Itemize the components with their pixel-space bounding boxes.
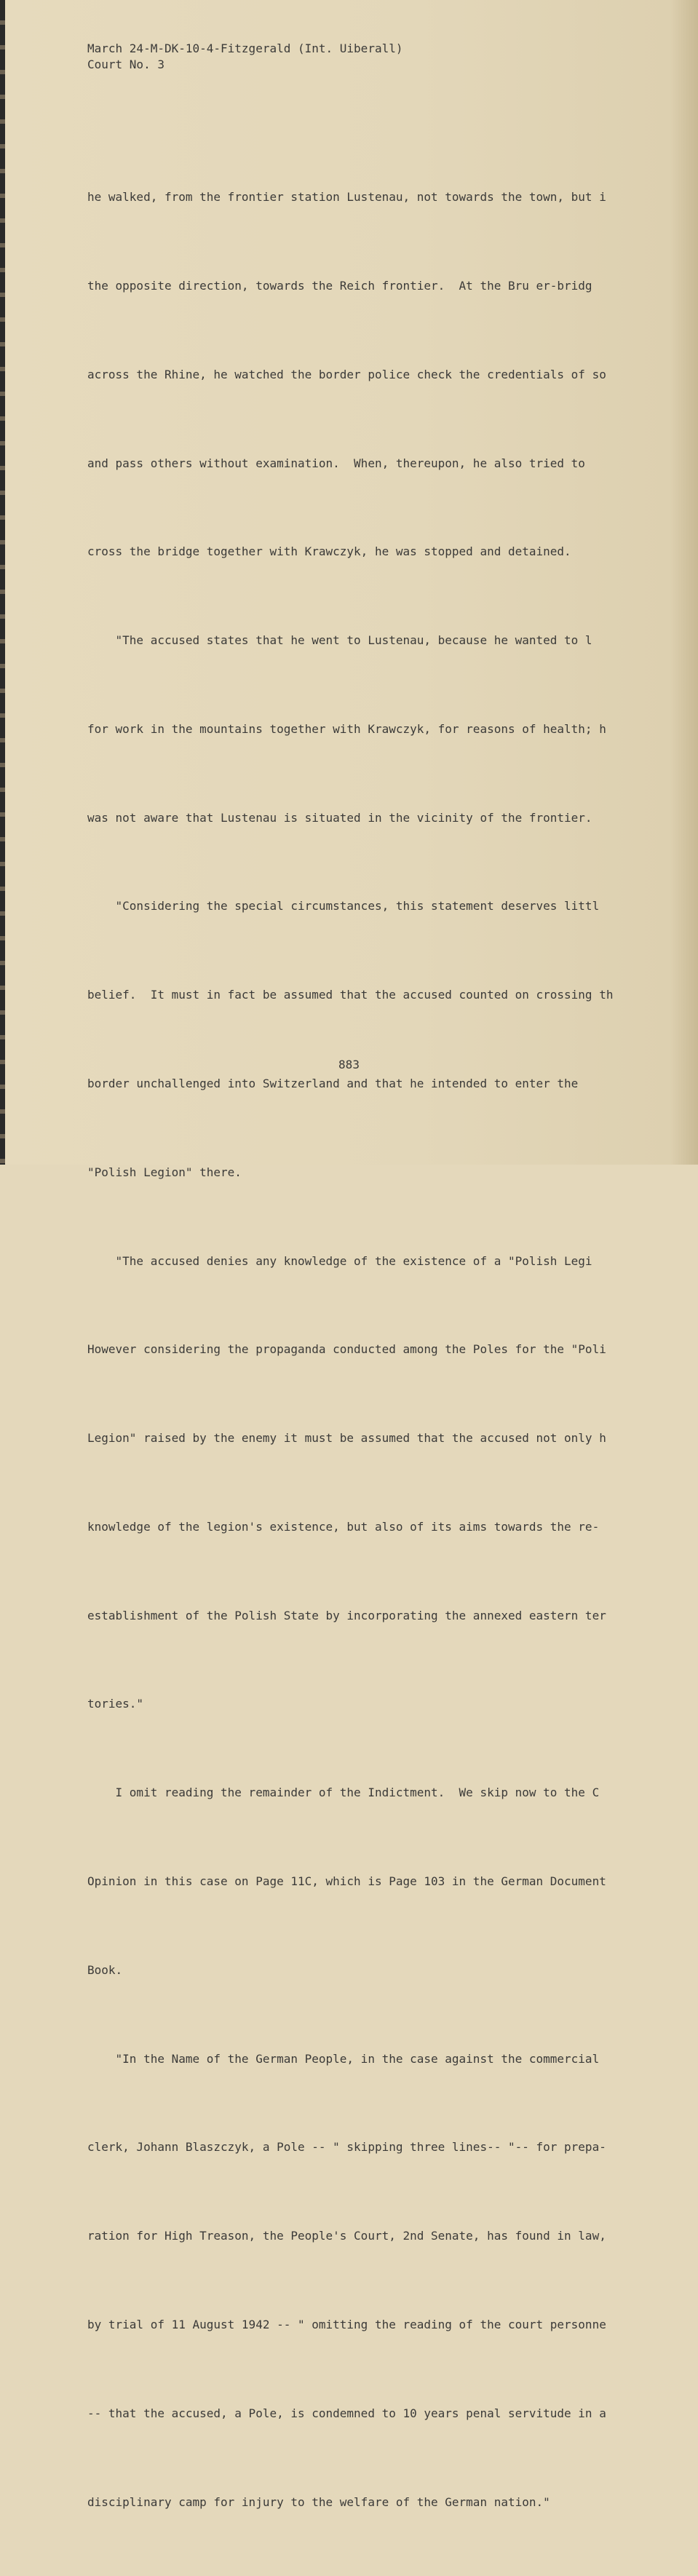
text-line: the opposite direction, towards the Reich frontier. At the Bru er-bridg [87,278,592,293]
binding-edge [0,0,5,1165]
text-line: Legion" raised by the enemy it must be assumed that the accused not only h [87,1431,606,1446]
text-line: across the Rhine, he watched the border police check the credentials of so [87,367,606,381]
text-line: for work in the mountains together with Krawczyk, for reasons of health; h [87,721,606,736]
text-line: tories." [87,1697,144,1711]
text-line: However considering the propaganda conducted among the Poles for the "Poli [87,1342,606,1357]
text-line: belief. It must in fact be assumed that the accused counted on crossing th [87,988,614,1002]
text-line: -- that the accused, a Pole, is condemned to 10 years penal servitude in a [87,2406,606,2420]
text-line: by trial of 11 August 1942 -- " omitting the reading of the court personne [87,2317,606,2331]
text-line: "In the Name of the German People, in the case against the commercial [87,2051,600,2066]
text-line: "The accused states that he went to Lustenau, because he wanted to l [87,633,592,648]
text-line: ration for High Treason, the People's Court, 2nd Senate, has found in law, [87,2229,606,2243]
text-line: disciplinary camp for injury to the welfare of the German nation." [87,2494,550,2509]
text-line: "The accused denies any knowledge of the existence of a "Polish Legi [87,1253,592,1268]
text-line: knowledge of the legion's existence, but also of its aims towards the re- [87,1519,600,1534]
text-line: and pass others without examination. When, thereupon, he also tried to [87,456,585,470]
header-line-1: March 24-M-DK-10-4-Fitzgerald (Int. Uiberall) [87,41,403,55]
document-header [87,41,402,73]
text-line: establishment of the Polish State by incorporating the annexed eastern ter [87,1608,606,1622]
text-line: Book. [87,1962,123,1977]
text-line: "Polish Legion" there. [87,1165,242,1179]
text-line: he walked, from the frontier station Lustenau, not towards the town, but i [87,190,606,205]
header-line-2: Court No. 3 [87,58,164,71]
text-line: "Considering the special circumstances, this statement deserves littl [87,899,600,914]
text-line: was not aware that Lustenau is situated in the vicinity of the frontier. [87,810,592,825]
text-line: cross the bridge together with Krawczyk, he was stopped and detained. [87,544,571,559]
page-number: 883 [338,1058,360,1071]
text-line: border unchallenged into Switzerland and that he intended to enter the [87,1077,579,1090]
text-line: I omit reading the remainder of the Indictment. We skip now to the C [87,1786,600,1800]
text-line: clerk, Johann Blaszczyk, a Pole -- " skipping three lines-- "-- for prepa- [87,2140,606,2155]
text-line: Opinion in this case on Page 11C, which is Page 103 in the German Document [87,1874,606,1889]
transcript-body [87,124,695,2576]
